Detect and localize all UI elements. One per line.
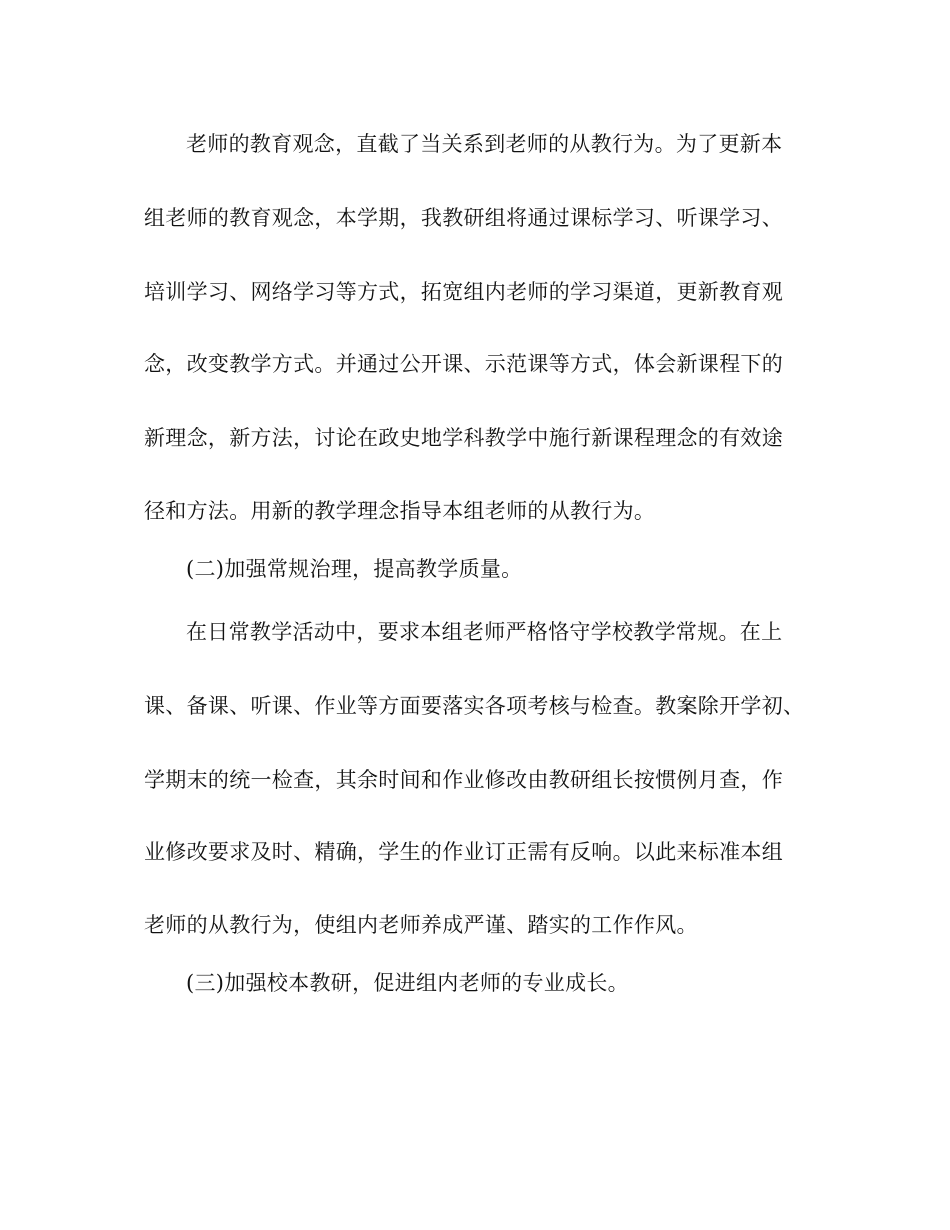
paragraph-line: 学期末的统一检查，其余时间和作业修改由教研组长按惯例月查，作 — [144, 768, 783, 792]
section-heading: (三)加强校本教研，促进组内老师的专业成长。 — [186, 971, 629, 995]
paragraph-line: 老师的教育观念，直截了当关系到老师的从教行为。为了更新本 — [186, 132, 783, 156]
paragraph-line: 课、备课、听课、作业等方面要落实各项考核与检查。教案除开学初、 — [144, 694, 805, 718]
paragraph-line: 培训学习、网络学习等方式，拓宽组内老师的学习渠道，更新教育观 — [144, 280, 783, 304]
paragraph-line: 径和方法。用新的教学理念指导本组老师的从教行为。 — [144, 499, 656, 523]
paragraph-line: 新理念，新方法，讨论在政史地学科教学中施行新课程理念的有效途 — [144, 426, 783, 450]
paragraph-line: 念，改变教学方式。并通过公开课、示范课等方式，体会新课程下的 — [144, 352, 783, 376]
paragraph-line: 组老师的教育观念，本学期，我教研组将通过课标学习、听课学习、 — [144, 206, 783, 230]
paragraph-line: 老师的从教行为，使组内老师养成严谨、踏实的工作作风。 — [144, 913, 698, 937]
section-heading: (二)加强常规治理，提高教学质量。 — [186, 557, 523, 581]
paragraph-line: 业修改要求及时、精确，学生的作业订正需有反响。以此来标准本组 — [144, 840, 783, 864]
paragraph-line: 在日常教学活动中，要求本组老师严格恪守学校教学常规。在上 — [186, 620, 783, 644]
